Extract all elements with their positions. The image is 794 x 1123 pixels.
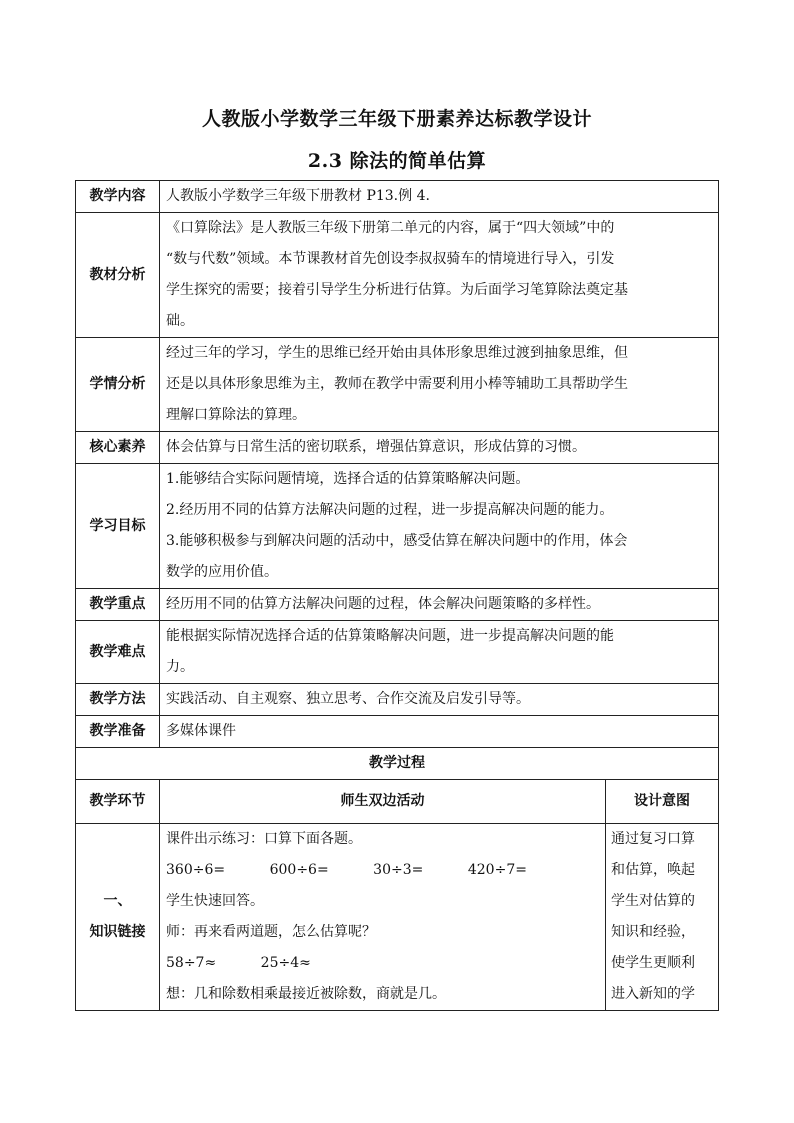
stage-cell <box>76 824 160 1011</box>
activity-line: 58÷7≈ 25÷4≈ <box>166 955 311 971</box>
header-stage: 教学环节 <box>76 780 160 824</box>
stage-name: 知识链接 <box>89 924 146 940</box>
header-activity: 师生双边活动 <box>160 780 606 824</box>
row-value: 多媒体课件 <box>160 716 719 748</box>
row-students <box>76 338 719 432</box>
activity-line: 师：再来看两道题，怎么估算呢？ <box>166 924 376 940</box>
row-value: 体会估算与日常生活的密切联系，增强估算意识，形成估算的习惯。 <box>160 432 719 464</box>
activity-cell <box>160 824 606 1011</box>
activity-line: 想：几和除数相乘最接近被除数，商就是几。 <box>166 986 446 1002</box>
row-process-header <box>76 780 719 824</box>
row-prep <box>76 716 719 748</box>
row-difficulty <box>76 621 719 684</box>
text-line: 力。 <box>166 659 194 675</box>
design-line: 知识和经验， <box>611 924 695 940</box>
row-label: 教材分析 <box>76 213 160 338</box>
text-line: 理解口算除法的算理。 <box>166 407 306 423</box>
row-label: 教学重点 <box>76 589 160 621</box>
row-analysis <box>76 213 719 338</box>
row-value <box>160 464 719 589</box>
row-key <box>76 589 719 621</box>
row-value: 人教版小学数学三年级下册教材 P13.例 4. <box>160 181 719 213</box>
row-label: 教学准备 <box>76 716 160 748</box>
row-label: 学情分析 <box>76 338 160 432</box>
text-line: 础。 <box>166 313 194 329</box>
row-label: 教学难点 <box>76 621 160 684</box>
text-line: 3.能够积极参与到解决问题的活动中，感受估算在解决问题中的作用，体会 <box>166 533 628 549</box>
text-line: 1.能够结合实际问题情境，选择合适的估算策略解决问题。 <box>166 471 530 487</box>
stage-number: 一、 <box>103 893 132 909</box>
row-label: 教学内容 <box>76 181 160 213</box>
row-literacy <box>76 432 719 464</box>
text-line: “数与代数”领域。本节课教材首先创设李叔叔骑车的情境进行导入，引发 <box>166 251 615 267</box>
text-line: 2.经历用不同的估算方法解决问题的过程，进一步提高解决问题的能力。 <box>166 502 614 518</box>
row-methods <box>76 684 719 716</box>
row-label: 学习目标 <box>76 464 160 589</box>
activity-line: 360÷6= 600÷6= 30÷3= 420÷7= <box>166 862 527 878</box>
document-title: 人教版小学数学三年级下册素养达标教学设计 <box>201 108 592 130</box>
design-line: 学生对估算的 <box>611 893 695 909</box>
design-line: 使学生更顺利 <box>611 955 695 971</box>
row-content <box>76 181 719 213</box>
row-label: 核心素养 <box>76 432 160 464</box>
row-value: 经历用不同的估算方法解决问题的过程，体会解决问题策略的多样性。 <box>160 589 719 621</box>
activity-line: 学生快速回答。 <box>166 893 264 909</box>
text-line: 还是以具体形象思维为主，教师在教学中需要利用小棒等辅助工具帮助学生 <box>166 376 628 392</box>
text-line: 学生探究的需要；接着引导学生分析进行估算。为后面学习笔算除法奠定基 <box>166 282 628 298</box>
design-line: 和估算，唤起 <box>611 862 695 878</box>
row-label: 教学方法 <box>76 684 160 716</box>
row-value <box>160 213 719 338</box>
row-process-title <box>76 748 719 780</box>
design-line: 通过复习口算 <box>611 831 695 847</box>
activity-line: 课件出示练习：口算下面各题。 <box>166 831 362 847</box>
row-value: 实践活动、自主观察、独立思考、合作交流及启发引导等。 <box>160 684 719 716</box>
design-line: 进入新知的学 <box>611 986 695 1002</box>
row-value <box>160 621 719 684</box>
row-value <box>160 338 719 432</box>
process-title: 教学过程 <box>76 748 719 780</box>
row-goals <box>76 464 719 589</box>
lesson-plan-table <box>75 180 719 1011</box>
text-line: 《口算除法》是人教版三年级下册第二单元的内容，属于“四大领域”中的 <box>166 220 615 236</box>
design-cell <box>606 824 719 1011</box>
lesson-subtitle: 2.3 除法的简单估算 <box>307 150 487 172</box>
text-line: 经过三年的学习，学生的思维已经开始由具体形象思维过渡到抽象思维，但 <box>166 345 628 361</box>
text-line: 数学的应用价值。 <box>166 564 278 580</box>
header-design: 设计意图 <box>606 780 719 824</box>
text-line: 能根据实际情况选择合适的估算策略解决问题，进一步提高解决问题的能 <box>166 628 614 644</box>
row-stage-1 <box>76 824 719 1011</box>
